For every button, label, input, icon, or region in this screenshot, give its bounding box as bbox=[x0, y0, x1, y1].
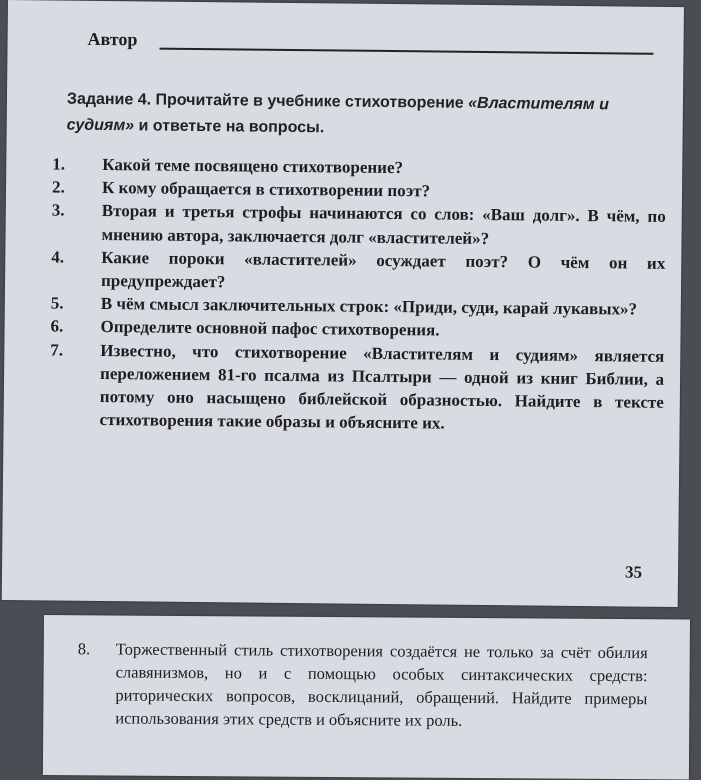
question-text: В чём смысл заключительных строк: «Приди, суди, карай лукавых»? bbox=[100, 294, 638, 319]
question-list bbox=[49, 152, 666, 437]
question-text: К кому обращается в стихотворении поэт? bbox=[101, 178, 431, 201]
author-label: Автор bbox=[87, 28, 138, 50]
question-text: Какой теме посвящено стихотворение? bbox=[102, 154, 404, 178]
question-item bbox=[49, 338, 664, 437]
question-number: 1. bbox=[52, 154, 66, 174]
question-text: Торжественный стиль стихотворения создаётся не только за счёт обилия славянизмов, но и с помощью особых синтаксических средств: риторических вопросов, восклицаний, обращений. Найдите примеры использования этих средств и объясните их роль. bbox=[115, 639, 648, 730]
question-number: 5. bbox=[50, 293, 64, 313]
question-text: Известно, что стихотворение «Властителям и судиям» является переложением 81-го псалма из Псалтыри — одной из книг Библии, а потому оно насыщено библейской образностью. Найдите в тексте стихотворения такие образы и объясните их. bbox=[99, 340, 665, 433]
poem-title: «Властителям и судиям» bbox=[66, 94, 610, 135]
question-number: 2. bbox=[51, 177, 65, 197]
question-item bbox=[51, 199, 665, 252]
question-item bbox=[77, 637, 648, 733]
question-number: 3. bbox=[51, 200, 65, 221]
page-number: 35 bbox=[624, 562, 643, 582]
next-page bbox=[43, 615, 690, 780]
task-text-before: Прочитайте в учебнике стихотворение bbox=[151, 91, 469, 112]
task-label: Задание 4. bbox=[66, 90, 152, 109]
task-text-after: и ответьте на вопросы. bbox=[134, 117, 325, 137]
question-number: 7. bbox=[50, 340, 64, 360]
question-number: 6. bbox=[50, 316, 64, 337]
textbook-page bbox=[2, 0, 684, 607]
question-text: Определите основной пафос стихотворения. bbox=[100, 317, 440, 340]
question-number: 8. bbox=[77, 639, 91, 659]
task-heading bbox=[67, 87, 668, 145]
author-blank-line bbox=[159, 48, 653, 55]
question-text: Какие пороки «властителей» осуждает поэт? О чём он их предупреждает? bbox=[100, 247, 666, 292]
question-text: Вторая и третья строфы начинаются со слов: «Ваш долг». В чём, по мнению автора, заключается долг «властителей»? bbox=[101, 201, 666, 248]
question-number: 4. bbox=[51, 247, 65, 267]
question-item bbox=[51, 245, 665, 298]
